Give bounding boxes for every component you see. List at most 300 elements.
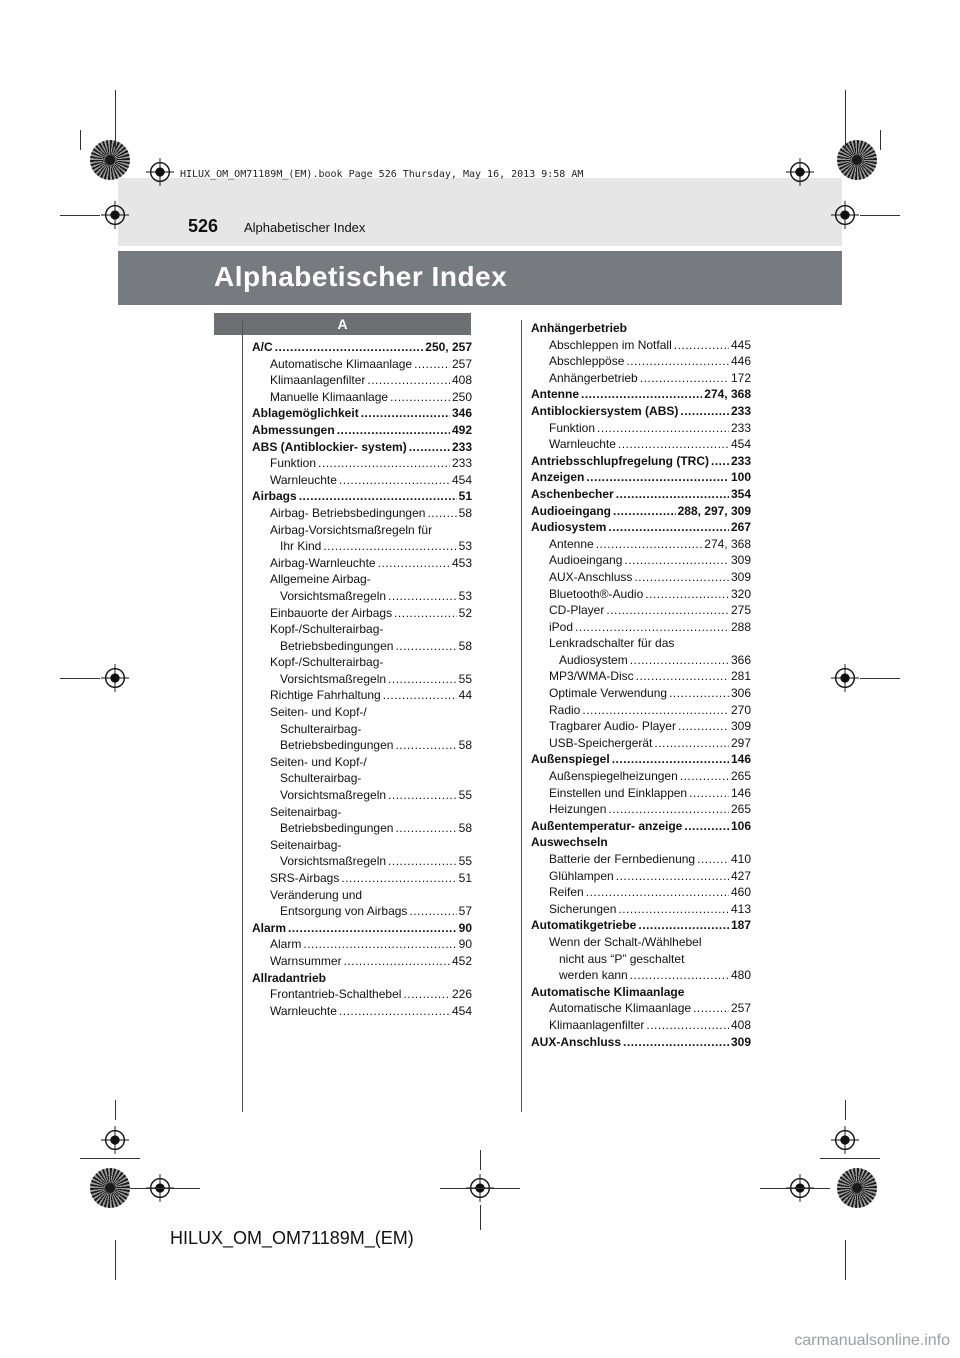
dot-leader [630, 967, 729, 984]
entry-page: 274, 368 [704, 387, 751, 402]
entry-page: 146 [730, 785, 751, 800]
entry-page: 265 [730, 802, 751, 817]
entry-page: 100 [730, 470, 751, 485]
index-entry-heading: Auswechseln [531, 835, 608, 850]
index-entry [531, 486, 751, 503]
crop-line [480, 1150, 481, 1170]
index-entry [252, 903, 472, 920]
dot-leader [608, 519, 729, 536]
index-entry-heading: Allgemeine Airbag- [270, 572, 371, 587]
index-entry-heading: Automatische Klimaanlage [531, 984, 685, 999]
entry-term: Klimaanlagenfilter [549, 1017, 645, 1032]
crop-line [880, 130, 881, 150]
dot-leader [630, 652, 729, 669]
entry-term: Airbag-Warnleuchte [270, 555, 376, 570]
entry-page: 408 [451, 373, 472, 388]
entry-page: 233 [451, 439, 472, 454]
index-entry [531, 967, 751, 984]
dot-leader [646, 1017, 729, 1034]
entry-page: 480 [730, 968, 751, 983]
dot-leader [711, 453, 729, 470]
entry-term: Glühlampen [549, 868, 614, 883]
dot-leader [618, 436, 729, 453]
entry-term: AUX-Anschluss [531, 1034, 622, 1049]
crop-line [860, 678, 900, 679]
index-entry-heading: Airbag-Vorsichtsmaßregeln für [270, 522, 433, 537]
entry-term: Warnleuchte [549, 437, 616, 452]
entry-term: Außenspiegelheizungen [549, 769, 678, 784]
entry-term: Aschenbecher [531, 486, 614, 501]
entry-term: Außentemperatur- anzeige [531, 818, 683, 833]
watermark: carmanualsonline.info [794, 1332, 950, 1349]
index-entry [252, 953, 472, 970]
index-entry [531, 403, 751, 420]
dot-leader [388, 671, 457, 688]
dot-leader [344, 953, 450, 970]
dot-leader [388, 588, 457, 605]
entry-page: 288, 297, 309 [677, 503, 751, 518]
index-entry [531, 718, 751, 735]
entry-page: 53 [458, 539, 472, 554]
entry-page: 454 [451, 1003, 472, 1018]
entry-term: Richtige Fahrhaltung [270, 688, 381, 703]
dot-leader [378, 555, 450, 572]
entry-term: Heizungen [549, 802, 607, 817]
entry-term: ABS (Antiblockier- system) [252, 439, 407, 454]
dot-leader [674, 337, 729, 354]
entry-page: 454 [730, 437, 751, 452]
index-entry-heading: Seiten- und Kopf-/ [270, 705, 367, 720]
entry-term: Automatische Klimaanlage [549, 1001, 692, 1016]
index-entry [531, 453, 751, 470]
entry-term: Tragbarer Audio- Player [549, 719, 676, 734]
dot-leader [409, 439, 450, 456]
entry-page: 55 [458, 671, 472, 686]
index-entry [531, 1034, 751, 1051]
index-entry [252, 439, 472, 456]
entry-page: 187 [730, 918, 751, 933]
entry-page: 492 [451, 422, 472, 437]
index-entry [252, 820, 472, 837]
entry-page: 233 [451, 456, 472, 471]
entry-term: Antiblockiersystem (ABS) [531, 403, 679, 418]
entry-term: Vorsichtsmaßregeln [280, 671, 387, 686]
dot-leader [689, 785, 729, 802]
header-band [118, 178, 842, 246]
index-entry [531, 818, 751, 835]
entry-page: 53 [458, 588, 472, 603]
entry-term: Automatikgetriebe [531, 918, 637, 933]
registration-target-icon [90, 1168, 130, 1208]
crosshair-mark-icon [101, 1126, 129, 1154]
entry-page: 320 [730, 586, 751, 601]
dot-leader [339, 472, 450, 489]
dot-leader [638, 917, 729, 934]
dot-leader [339, 1003, 450, 1020]
index-entry [252, 870, 472, 887]
dot-leader [636, 668, 729, 685]
dot-leader [596, 536, 703, 553]
entry-page: 309 [730, 1034, 751, 1049]
crosshair-mark-icon [101, 664, 129, 692]
entry-page: 309 [730, 569, 751, 584]
entry-page: 58 [458, 738, 472, 753]
dot-leader [383, 687, 457, 704]
index-entry [252, 339, 472, 356]
entry-page: 410 [730, 852, 751, 866]
dot-leader [693, 1000, 729, 1017]
index-entry-heading: nicht aus “P” geschaltet [559, 951, 685, 966]
entry-page: 460 [730, 885, 751, 900]
index-entry [531, 586, 751, 603]
letter-heading: A [214, 313, 471, 335]
index-entry [252, 671, 472, 688]
entry-term: Funktion [549, 420, 596, 435]
index-entry [531, 785, 751, 802]
entry-term: Audioeingang [531, 503, 611, 518]
index-entry [252, 737, 472, 754]
index-entry [252, 920, 472, 937]
crop-line [845, 90, 846, 150]
dot-leader [618, 901, 729, 918]
entry-page: 257 [451, 356, 472, 371]
entry-term: Anhängerbetrieb [549, 370, 638, 385]
dot-leader [654, 735, 729, 752]
entry-term: Vorsichtsmaßregeln [280, 588, 387, 603]
dot-leader [395, 737, 456, 754]
entry-page: 250, 257 [425, 340, 472, 354]
index-entry [531, 420, 751, 437]
crop-line [115, 90, 116, 150]
dot-leader [613, 503, 676, 520]
entry-term: Funktion [270, 456, 317, 471]
dot-leader [395, 638, 456, 655]
index-entry [252, 588, 472, 605]
index-column-left [252, 339, 472, 1019]
entry-page: 445 [730, 337, 751, 352]
index-entry [252, 538, 472, 555]
index-entry [531, 917, 751, 934]
registration-target-icon [837, 140, 877, 180]
entry-page: 51 [458, 871, 472, 885]
index-entry [252, 472, 472, 489]
entry-page: 306 [730, 686, 751, 701]
dot-leader [624, 552, 729, 569]
entry-term: MP3/WMA-Disc [549, 669, 634, 684]
index-entry [252, 555, 472, 572]
index-entry [252, 853, 472, 870]
dot-leader [616, 486, 729, 503]
section-label: Alphabetischer Index [244, 220, 366, 235]
index-entry [252, 488, 472, 505]
index-entry [531, 668, 751, 685]
dot-leader [388, 853, 457, 870]
index-entry [252, 1003, 472, 1020]
index-entry [531, 702, 751, 719]
crop-line [860, 215, 900, 216]
index-entry [252, 638, 472, 655]
crop-line [115, 1240, 116, 1280]
dot-leader [678, 718, 729, 735]
index-entry [531, 652, 751, 669]
dot-leader [640, 370, 729, 387]
crosshair-mark-icon [831, 201, 859, 229]
index-entry [252, 405, 472, 422]
dot-leader [581, 386, 702, 403]
crosshair-mark-icon [786, 158, 814, 186]
entry-term: Batterie der Fernbedienung [549, 852, 696, 866]
index-entry [531, 569, 751, 586]
entry-page: 408 [730, 1017, 751, 1032]
entry-page: 90 [458, 937, 472, 952]
entry-page: 90 [458, 920, 472, 935]
entry-page: 58 [458, 638, 472, 653]
index-entry [252, 389, 472, 406]
entry-page: 453 [451, 555, 472, 570]
dot-leader [697, 851, 729, 868]
entry-page: 226 [451, 987, 472, 1002]
entry-term: Abschleppöse [549, 354, 625, 369]
entry-term: Alarm [270, 937, 302, 952]
index-entry-heading: Lenkradschalter für das [549, 636, 675, 651]
entry-term: Warnleuchte [270, 472, 337, 487]
index-entry [252, 687, 472, 704]
dot-leader [606, 602, 729, 619]
entry-term: Ihr Kind [280, 539, 322, 554]
crop-line [115, 1100, 116, 1120]
entry-term: Abmessungen [252, 422, 335, 437]
index-entry [531, 1000, 751, 1017]
entry-term: Klimaanlagenfilter [270, 373, 366, 388]
entry-page: 267 [730, 520, 751, 535]
index-entry-heading: Schulterairbag- [280, 771, 362, 786]
entry-term: Antenne [549, 536, 594, 551]
entry-term: Betriebsbedingungen [280, 638, 394, 653]
crop-line [60, 678, 100, 679]
index-entry [531, 519, 751, 536]
crop-line [440, 1188, 520, 1189]
column-rule-left [242, 320, 243, 1112]
crosshair-mark-icon [831, 1126, 859, 1154]
dot-leader [299, 488, 457, 505]
entry-term: Radio [549, 702, 581, 717]
entry-term: Audiosystem [531, 520, 607, 535]
dot-leader [288, 920, 457, 937]
dot-leader [341, 870, 456, 887]
entry-page: 172 [730, 370, 751, 385]
index-entry [531, 768, 751, 785]
entry-page: 288 [730, 619, 751, 634]
entry-term: Airbag- Betriebsbedingungen [270, 505, 426, 520]
dot-leader [586, 469, 729, 486]
page-number: 526 [188, 216, 219, 236]
index-entry [531, 602, 751, 619]
crosshair-mark-icon [101, 201, 129, 229]
entry-page: 257 [730, 1001, 751, 1016]
dot-leader [275, 339, 424, 356]
entry-term: Vorsichtsmaßregeln [280, 788, 387, 803]
index-entry [252, 422, 472, 439]
index-entry [252, 356, 472, 373]
entry-page: 106 [730, 818, 751, 833]
entry-term: Außenspiegel [531, 752, 610, 767]
index-entry [252, 986, 472, 1003]
index-entry [531, 751, 751, 768]
dot-leader [427, 505, 456, 522]
entry-term: Einstellen und Einklappen [549, 785, 688, 800]
index-column-right [531, 320, 751, 1050]
dot-leader [395, 820, 456, 837]
dot-leader [608, 801, 729, 818]
entry-page: 57 [458, 904, 472, 919]
index-entry [252, 787, 472, 804]
dot-leader [586, 884, 729, 901]
index-entry [252, 936, 472, 953]
crop-line [80, 130, 81, 150]
entry-term: Antriebsschlupfregelung (TRC) [531, 453, 710, 468]
crosshair-mark-icon [146, 158, 174, 186]
entry-page: 44 [458, 688, 472, 703]
dot-leader [575, 619, 729, 636]
index-entry [531, 469, 751, 486]
index-entry [531, 386, 751, 403]
dot-leader [367, 372, 450, 389]
dot-leader [669, 685, 729, 702]
footer-code: HILUX_OM_OM71189M_(EM) [170, 1228, 414, 1248]
dot-leader [680, 403, 729, 420]
entry-term: CD-Player [549, 603, 605, 618]
book-info: HILUX_OM_OM71189M_(EM).book Page 526 Thursday, May 16, 2013 9:58 AM [180, 169, 584, 180]
entry-page: 265 [730, 769, 751, 784]
entry-term: Abschleppen im Notfall [549, 337, 672, 352]
dot-leader [612, 751, 729, 768]
index-entry [531, 901, 751, 918]
dot-leader [582, 702, 729, 719]
dot-leader [414, 356, 450, 373]
index-entry [531, 801, 751, 818]
crop-line [480, 1205, 481, 1230]
entry-page: 58 [458, 821, 472, 836]
entry-term: Betriebsbedingungen [280, 738, 394, 753]
crop-line [820, 1158, 880, 1159]
dot-leader [390, 389, 450, 406]
entry-term: Vorsichtsmaßregeln [280, 854, 387, 869]
entry-term: Airbags [252, 489, 297, 504]
entry-page: 309 [730, 719, 751, 734]
entry-page: 146 [730, 752, 751, 767]
entry-page: 309 [730, 553, 751, 568]
index-entry-heading: Seiten- und Kopf-/ [270, 754, 367, 769]
entry-term: Sicherungen [549, 901, 617, 916]
entry-page: 427 [730, 868, 751, 883]
index-entry [531, 353, 751, 370]
entry-page: 58 [458, 505, 472, 520]
index-entry-heading: Seitenairbag- [270, 804, 342, 819]
dot-leader [394, 605, 457, 622]
dot-leader [616, 868, 729, 885]
index-entry-heading: Allradantrieb [252, 970, 327, 985]
index-entry [531, 619, 751, 636]
dot-leader [403, 986, 450, 1003]
entry-page: 55 [458, 854, 472, 869]
entry-term: Frontantrieb-Schalthebel [270, 987, 402, 1002]
entry-page: 413 [730, 901, 751, 916]
entry-term: Audiosystem [559, 652, 628, 667]
registration-target-icon [837, 1168, 877, 1208]
entry-term: Ablagemöglichkeit [252, 406, 359, 421]
crop-line [845, 1240, 846, 1280]
entry-term: Bluetooth®-Audio [549, 586, 644, 601]
entry-term: Warnsummer [270, 953, 342, 968]
dot-leader [623, 1034, 729, 1051]
dot-leader [645, 586, 729, 603]
dot-leader [680, 768, 729, 785]
entry-page: 354 [730, 486, 751, 501]
index-entry [531, 503, 751, 520]
entry-term: Betriebsbedingungen [280, 821, 394, 836]
index-entry [252, 505, 472, 522]
dot-leader [388, 787, 457, 804]
registration-target-icon [90, 140, 130, 180]
index-entry [531, 552, 751, 569]
index-entry [531, 735, 751, 752]
index-entry [531, 884, 751, 901]
index-entry [531, 1017, 751, 1034]
entry-page: 446 [730, 354, 751, 369]
crop-line [130, 1188, 200, 1189]
entry-term: Entsorgung von Airbags [280, 904, 408, 919]
index-entry-heading: Wenn der Schalt-/Wählhebel [549, 934, 702, 949]
index-entry [531, 436, 751, 453]
entry-term: werden kann [559, 968, 628, 983]
index-entry [531, 370, 751, 387]
entry-term: Audioeingang [549, 553, 623, 568]
entry-page: 51 [458, 489, 472, 504]
index-entry [252, 605, 472, 622]
entry-term: iPod [549, 619, 574, 634]
entry-page: 233 [730, 403, 751, 418]
entry-page: 366 [730, 652, 751, 667]
entry-page: 454 [451, 472, 472, 487]
dot-leader [597, 420, 729, 437]
index-entry-heading: Anhängerbetrieb [531, 321, 628, 335]
entry-page: 233 [730, 420, 751, 435]
entry-page: 274, 368 [704, 536, 751, 551]
dot-leader [318, 455, 450, 472]
page-title: Alphabetischer Index [214, 261, 508, 292]
dot-leader [634, 569, 729, 586]
entry-page: 452 [451, 953, 472, 968]
entry-page: 297 [730, 735, 751, 750]
entry-term: USB-Speichergerät [549, 735, 653, 750]
entry-term: Antenne [531, 387, 579, 402]
index-entry-heading: Seitenairbag- [270, 837, 342, 852]
entry-term: Manuelle Klimaanlage [270, 389, 389, 404]
entry-term: Automatische Klimaanlage [270, 356, 413, 371]
index-entry-heading: Kopf-/Schulterairbag- [270, 655, 384, 670]
index-entry-heading: Schulterairbag- [280, 721, 362, 736]
crop-line [80, 1158, 140, 1159]
index-entry [531, 868, 751, 885]
index-entry [531, 337, 751, 354]
dot-leader [409, 903, 456, 920]
crop-line [760, 1188, 830, 1189]
index-entry [531, 685, 751, 702]
index-entry [531, 536, 751, 553]
entry-page: 270 [730, 702, 751, 717]
entry-page: 233 [730, 453, 751, 468]
dot-leader [303, 936, 456, 953]
